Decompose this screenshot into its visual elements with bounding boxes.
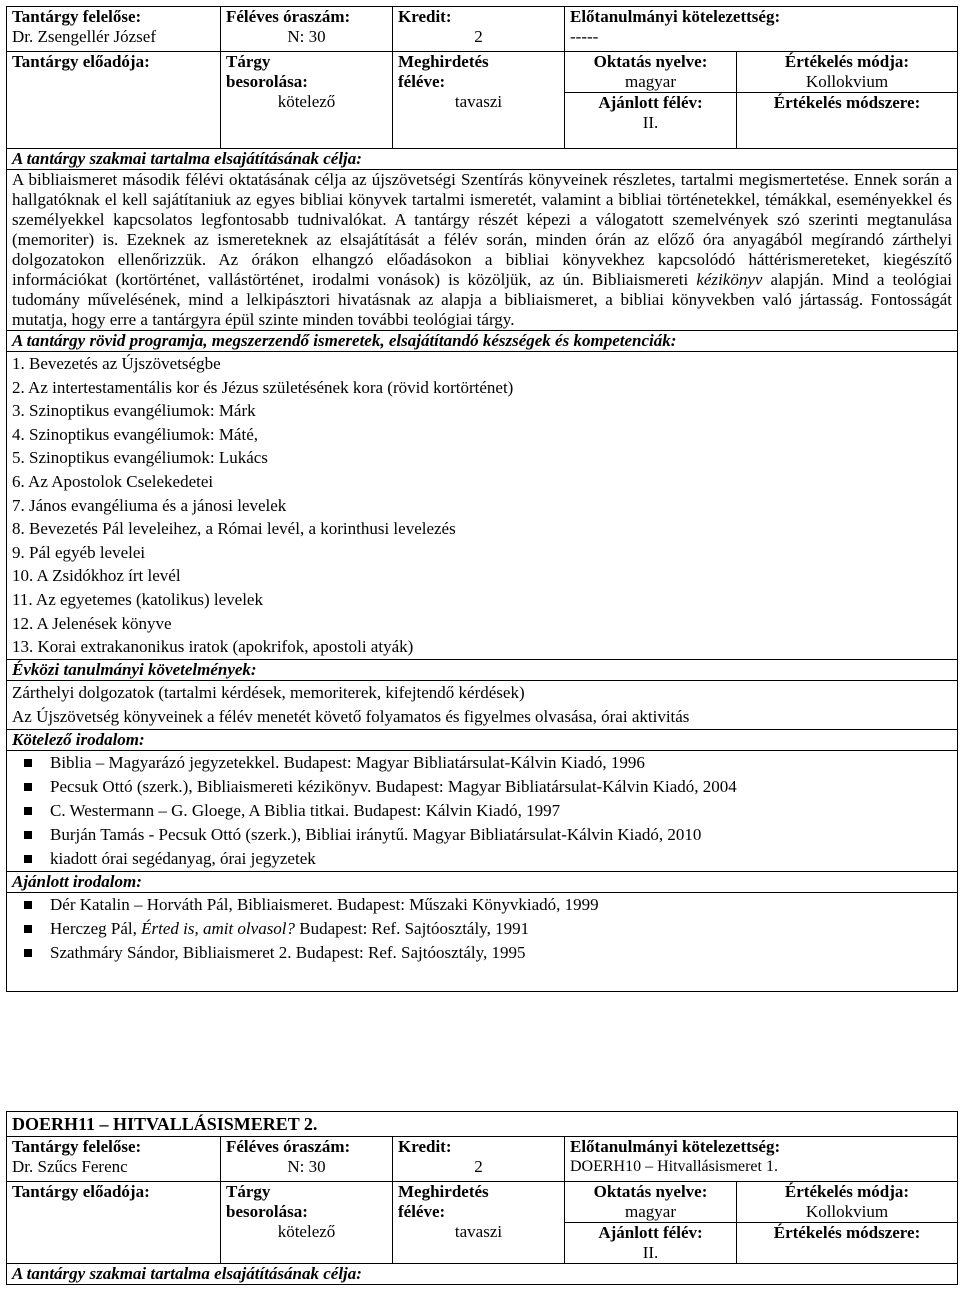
cel-text-italic: kézikönyv <box>696 270 763 289</box>
ajanlott-irod-label-cell <box>7 871 958 892</box>
oraszam-cell <box>221 1137 393 1182</box>
program-item: 3. Szinoptikus evangéliumok: Márk <box>12 401 256 421</box>
ajanlott-list-row <box>7 892 958 991</box>
cel-text-1: A bibliaismeret második félévi oktatásának célja az újszövetségi Szentírás könyveinek részletes, tartalmi megismertetése. Ennek során a hallgatóknak el kell sajátítaniuk az egyes bibliai könyvek tartalmi ismeretét, valamint a bibliai történetekkel, témákkal, eseményekkel és személyekkel kapcsolatos legfontosabb tudnivalókat. A tantárgy részét képezi a válogatott szemelvények szó szerinti megtanulása (memoriter) is. Ezeknek az ismereteknek az elsajátítását a félév során, minden órán az előző óra anyagából megírandó zárthelyi dolgozatokon ellenőrizzük. Az órákon elhangzó előadásokon a bibliai könyvekhez kapcsolódó háttérismereteket, kiegészítő információkat (kortörténet, vallástörténet, irodalmi vonások) is közöljük, az ún. Bibliaismereti <box>12 170 953 289</box>
cel-label-cell <box>7 1264 958 1285</box>
ertekeles-mod-subcell <box>737 52 957 93</box>
ertekeles-modszer-label: Értékelés módszere: <box>773 93 921 112</box>
eloado-label: Tantárgy előadója: <box>12 52 150 71</box>
program-item: 7. János evangéliuma és a jánosi levelek <box>12 495 287 515</box>
felelos-name: Dr. Zsengellér József <box>12 27 156 46</box>
square-bullet-icon <box>24 855 32 863</box>
evkozi-list-row <box>7 680 958 729</box>
cel-label: A tantárgy szakmai tartalma elsajátításának célja: <box>12 1264 362 1283</box>
oraszam-label: Féléves óraszám: <box>226 7 351 26</box>
literature-text: Biblia – Magyarázó jegyzetekkel. Budapest: Magyar Bibliatársulat-Kálvin Kiadó, 1996 <box>50 752 645 772</box>
cel-text-row <box>7 170 958 331</box>
program-item: 6. Az Apostolok Cselekedetei <box>12 471 214 491</box>
square-bullet-icon <box>24 831 32 839</box>
besorolas-cell <box>221 52 393 149</box>
course-table-1 <box>6 6 958 992</box>
elotan-value: ----- <box>570 27 599 46</box>
square-bullet-icon <box>24 925 32 933</box>
literature-item <box>24 775 952 799</box>
program-item: 8. Bevezetés Pál leveleihez, a Római levél, a korinthusi levelezés <box>12 519 456 539</box>
literature-text: C. Westermann – G. Gloege, A Biblia titkai. Budapest: Kálvin Kiadó, 1997 <box>50 800 561 820</box>
program-item: 11. Az egyetemes (katolikus) levelek <box>12 589 263 609</box>
literature-item <box>24 799 952 823</box>
elotan-label: Előtanulmányi kötelezettség: <box>570 1137 781 1156</box>
evkozi-item: Az Újszövetség könyveinek a félév menetét követő folyamatos és figyelmes olvasása, órai aktivitás <box>12 706 690 726</box>
program-item: 9. Pál egyéb levelei <box>12 542 146 562</box>
ertekeles-cell <box>737 52 958 149</box>
ajanlott-label: Ajánlott félév: <box>598 1223 703 1242</box>
elotan-value: DOERH10 – Hitvallásismeret 1. <box>570 1158 778 1175</box>
besorolas-cell <box>221 1182 393 1264</box>
program-item: 2. Az intertestamentális kor és Jézus születésének kora (rövid kortörténet) <box>12 377 514 397</box>
elotan-cell <box>565 1137 958 1182</box>
ertekeles-mod-subcell <box>737 1182 957 1223</box>
literature-item <box>24 893 952 917</box>
cel-text-2: alapján. Mind a teológiai tudomány művelésének, mind a lelkipásztori hivatásnak az alapja a bibliaismeret, a bibliai könyvekben való jártasság. Fontosságát mutatja, hogy erre a tantárgyra épül szinte minden további teológiai tárgy. <box>12 270 953 329</box>
square-bullet-icon <box>24 807 32 815</box>
ajanlott-value: II. <box>642 113 659 132</box>
meghirdetes-label-1: Meghirdetés <box>398 52 489 71</box>
program-item: 4. Szinoptikus evangéliumok: Máté, <box>12 424 258 444</box>
program-label-row <box>7 331 958 352</box>
literature-text: kiadott órai segédanyag, órai jegyzetek <box>50 848 316 868</box>
meghirdetes-value: tavaszi <box>454 1222 503 1241</box>
nyelv-ajanlott-cell <box>565 1182 737 1264</box>
program-list-cell <box>7 352 958 660</box>
kredit-label: Kredit: <box>398 1137 452 1156</box>
oraszam-value: N: 30 <box>287 27 326 46</box>
program-item: 5. Szinoptikus evangéliumok: Lukács <box>12 448 268 468</box>
program-item: 10. A Zsidókhoz írt levél <box>12 566 181 586</box>
meghirdetes-cell <box>393 1182 565 1264</box>
eloado-label: Tantárgy előadója: <box>12 1182 150 1201</box>
ajanlott-label-row <box>7 871 958 892</box>
ertekeles-modszer-subcell <box>737 93 957 113</box>
ertekeles-mod-label: Értékelés módja: <box>784 1182 910 1201</box>
felelos-label: Tantárgy felelőse: <box>12 1137 142 1156</box>
kotelezo-list-cell <box>7 750 958 871</box>
nyelv-label: Oktatás nyelve: <box>593 1182 708 1201</box>
besorolas-label <box>226 52 387 92</box>
literature-text: Dér Katalin – Horváth Pál, Bibliaismeret. Budapest: Műszaki Könyvkiadó, 1999 <box>50 894 599 914</box>
kredit-cell <box>393 1137 565 1182</box>
oraszam-cell <box>221 7 393 52</box>
literature-text: Burján Tamás - Pecsuk Ottó (szerk.), Bibliai iránytű. Magyar Bibliatársulat-Kálvin Kiadó, 2010 <box>50 824 702 844</box>
ertekeles-modszer-label: Értékelés módszere: <box>773 1223 921 1242</box>
kredit-cell <box>393 7 565 52</box>
square-bullet-icon <box>24 949 32 957</box>
kredit-value: 2 <box>474 1157 483 1176</box>
program-item: 12. A Jelenések könyve <box>12 613 172 633</box>
evkozi-item: Zárthelyi dolgozatok (tartalmi kérdések, memoriterek, kifejtendő kérdések) <box>12 682 525 702</box>
literature-text: Herczeg Pál, <box>50 918 142 938</box>
besorolas-label-2: besorolása: <box>226 1202 308 1221</box>
nyelv-ajanlott-cell <box>565 52 737 149</box>
kotelezo-label-row <box>7 729 958 750</box>
program-list-row <box>7 352 958 660</box>
program-label-cell <box>7 331 958 352</box>
literature-item <box>24 941 952 965</box>
course-title: DOERH11 – HITVALLÁSISMERET 2. <box>12 1114 318 1134</box>
cel-label: A tantárgy szakmai tartalma elsajátításának célja: <box>12 149 362 168</box>
header-row <box>7 1137 958 1182</box>
header-row <box>7 7 958 52</box>
kotelezo-label-cell <box>7 729 958 750</box>
eloado-cell <box>7 1182 221 1264</box>
program-label: A tantárgy rövid programja, megszerzendő ismeretek, elsajátítandó készségek és kompetenciák: <box>12 331 677 350</box>
besorolas-value: kötelező <box>277 1222 336 1241</box>
title-row <box>7 1112 958 1137</box>
evkozi-label-cell <box>7 659 958 680</box>
square-bullet-icon <box>24 901 32 909</box>
oraszam-value: N: 30 <box>287 1157 326 1176</box>
meghirdetes-value: tavaszi <box>454 92 503 111</box>
literature-item <box>24 823 952 847</box>
literature-text: Szathmáry Sándor, Bibliaismeret 2. Budapest: Ref. Sajtóosztály, 1995 <box>50 942 526 962</box>
oraszam-label: Féléves óraszám: <box>226 1137 351 1156</box>
program-item: 13. Korai extrakanonikus iratok (apokrifok, apostoli atyák) <box>12 637 414 657</box>
ajanlott-subcell <box>565 1223 736 1263</box>
nyelv-label: Oktatás nyelve: <box>593 52 708 71</box>
kredit-label: Kredit: <box>398 7 452 26</box>
ajanlott-label: Ajánlott félév: <box>598 93 703 112</box>
literature-item <box>24 917 952 941</box>
ertekeles-mod-label: Értékelés módja: <box>784 52 910 71</box>
meghirdetes-label-1: Meghirdetés <box>398 1182 489 1201</box>
besorolas-label-1: Tárgy <box>226 52 271 71</box>
evkozi-label: Évközi tanulmányi követelmények: <box>12 659 257 679</box>
ertekeles-cell <box>737 1182 958 1264</box>
eloado-cell <box>7 52 221 149</box>
cel-label-row <box>7 1264 958 1285</box>
ajanlott-irod-label: Ajánlott irodalom: <box>12 871 142 891</box>
besorolas-label-1: Tárgy <box>226 1182 271 1201</box>
nyelv-subcell <box>565 1182 736 1223</box>
literature-item <box>24 847 952 871</box>
meghirdetes-cell <box>393 52 565 149</box>
kredit-value: 2 <box>474 27 483 46</box>
nyelv-subcell <box>565 52 736 93</box>
ajanlott-list <box>12 893 952 965</box>
besorolas-label-2: besorolása: <box>226 72 308 91</box>
program-item: 1. Bevezetés az Újszövetségbe <box>12 354 221 373</box>
felelos-name: Dr. Szűcs Ferenc <box>12 1157 128 1176</box>
ajanlott-subcell <box>565 93 736 133</box>
besorolas-value: kötelező <box>277 92 336 111</box>
literature-text: Budapest: Ref. Sajtóosztály, 1991 <box>295 918 530 938</box>
ajanlott-list-cell <box>7 892 958 991</box>
kotelezo-label: Kötelező irodalom: <box>12 729 145 749</box>
program-list <box>12 352 952 659</box>
square-bullet-icon <box>24 759 32 767</box>
cel-label-cell <box>7 149 958 170</box>
ajanlott-value: II. <box>642 1243 659 1262</box>
elotan-label: Előtanulmányi kötelezettség: <box>570 7 781 26</box>
details-row <box>7 1182 958 1264</box>
ertekeles-mod-value: Kollokvium <box>805 1202 889 1221</box>
cel-text-cell <box>7 170 958 331</box>
course-title-cell <box>7 1112 958 1137</box>
meghirdetes-label-2: féléve: <box>398 1202 446 1221</box>
nyelv-value: magyar <box>625 1202 676 1221</box>
besorolas-label <box>226 1182 387 1222</box>
literature-title-italic: Érted is, amit olvasol? <box>141 918 296 938</box>
elotan-cell <box>565 7 958 52</box>
kotelezo-list <box>12 751 952 871</box>
evkozi-list-cell <box>7 680 958 729</box>
meghirdetes-label-2: féléve: <box>398 72 446 91</box>
square-bullet-icon <box>24 783 32 791</box>
felelos-cell <box>7 7 221 52</box>
nyelv-value: magyar <box>625 72 676 91</box>
ertekeles-mod-value: Kollokvium <box>805 72 889 91</box>
felelos-label: Tantárgy felelőse: <box>12 7 142 26</box>
literature-item <box>24 751 952 775</box>
evkozi-label-row <box>7 659 958 680</box>
ertekeles-modszer-subcell <box>737 1223 957 1243</box>
course-table-2 <box>6 1111 958 1285</box>
kotelezo-list-row <box>7 750 958 871</box>
literature-text: Pecsuk Ottó (szerk.), Bibliaismereti kézikönyv. Budapest: Magyar Bibliatársulat-Kálvin Kiadó, 2004 <box>50 776 737 796</box>
felelos-cell <box>7 1137 221 1182</box>
details-row <box>7 52 958 149</box>
cel-label-row <box>7 149 958 170</box>
